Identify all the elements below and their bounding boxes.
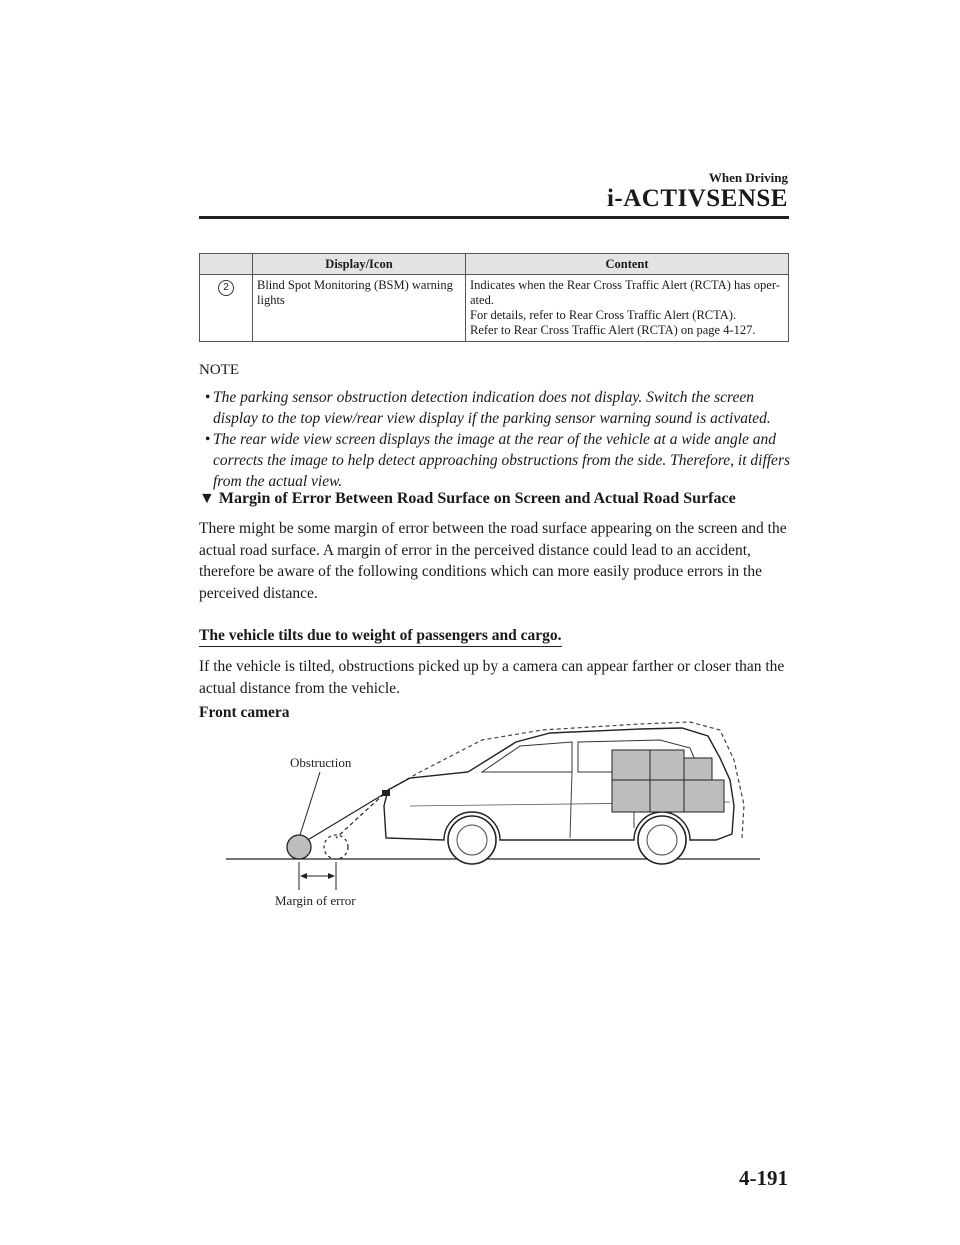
subheading-paragraph: If the vehicle is tilted, obstructions picked up by a camera can appear farther or closer than the actual distance from the vehicle. xyxy=(199,658,785,697)
content-line: For details, refer to Rear Cross Traffic Alert (RCTA). xyxy=(470,308,737,322)
perceived-obstruction xyxy=(324,835,348,859)
camera-view-line-dashed xyxy=(336,794,384,838)
margin-label: Margin of error xyxy=(275,893,356,908)
note-item: • The rear wide view screen displays the image at the rear of the vehicle at a wide angle and corrects the image to help detect approaching obstructions from the side. Therefore, it differs from the actual view. xyxy=(205,431,791,490)
obstruction-label: Obstruction xyxy=(290,755,352,770)
section-heading xyxy=(199,490,736,508)
table-header-content: Content xyxy=(466,254,789,275)
actual-obstruction xyxy=(287,835,311,859)
row-content-cell xyxy=(466,275,789,342)
arrow-left-icon xyxy=(300,873,307,879)
chapter-title: i-ACTIVSENSE xyxy=(606,185,788,212)
front-camera-diagram xyxy=(220,710,770,915)
table-header-display: Display/Icon xyxy=(253,254,466,275)
obstruction-leader-line xyxy=(300,772,320,835)
camera-view-line xyxy=(306,794,384,841)
subheading: The vehicle tilts due to weight of passengers and cargo. xyxy=(199,627,562,647)
note-item: • The parking sensor obstruction detection indication does not display. Switch the screen display to the top view/rear view display if the parking sensor warning sound is activated. xyxy=(205,389,771,427)
table-header-num xyxy=(200,254,253,275)
table-header-row xyxy=(200,254,789,275)
cargo-boxes xyxy=(612,750,724,812)
note-list xyxy=(205,387,793,492)
circled-number-icon: 2 xyxy=(218,280,234,296)
front-wheel xyxy=(448,816,496,864)
bullet-icon: • xyxy=(205,389,211,406)
content-line: ated. xyxy=(470,293,494,307)
table-row xyxy=(200,275,789,342)
info-table xyxy=(199,253,789,342)
section-header: When Driving xyxy=(708,170,788,185)
section-paragraph: There might be some margin of error between the road surface appearing on the screen and the actual road surface. A margin of error in the perceived distance could lead to an accident, therefore be aware of the following conditions which can more easily produce errors in the perceived distance. xyxy=(199,520,787,602)
note-title: NOTE xyxy=(199,362,239,378)
bullet-icon: • xyxy=(205,431,211,448)
header-rule xyxy=(199,216,789,219)
content-line: Refer to Rear Cross Traffic Alert (RCTA) on page 4-127. xyxy=(470,323,756,337)
figure-title: Front camera xyxy=(199,704,290,721)
triangle-down-icon: ▼ xyxy=(199,490,215,507)
row-display-cell: Blind Spot Monitoring (BSM) warning lights xyxy=(253,275,466,342)
page-number: 4-191 xyxy=(739,1166,788,1190)
section-heading-text: Margin of Error Between Road Surface on Screen and Actual Road Surface xyxy=(218,490,736,507)
rear-wheel xyxy=(638,816,686,864)
content-line: Indicates when the Rear Cross Traffic Alert (RCTA) has oper- xyxy=(470,278,780,292)
arrow-right-icon xyxy=(328,873,335,879)
row-number-cell xyxy=(200,275,253,342)
